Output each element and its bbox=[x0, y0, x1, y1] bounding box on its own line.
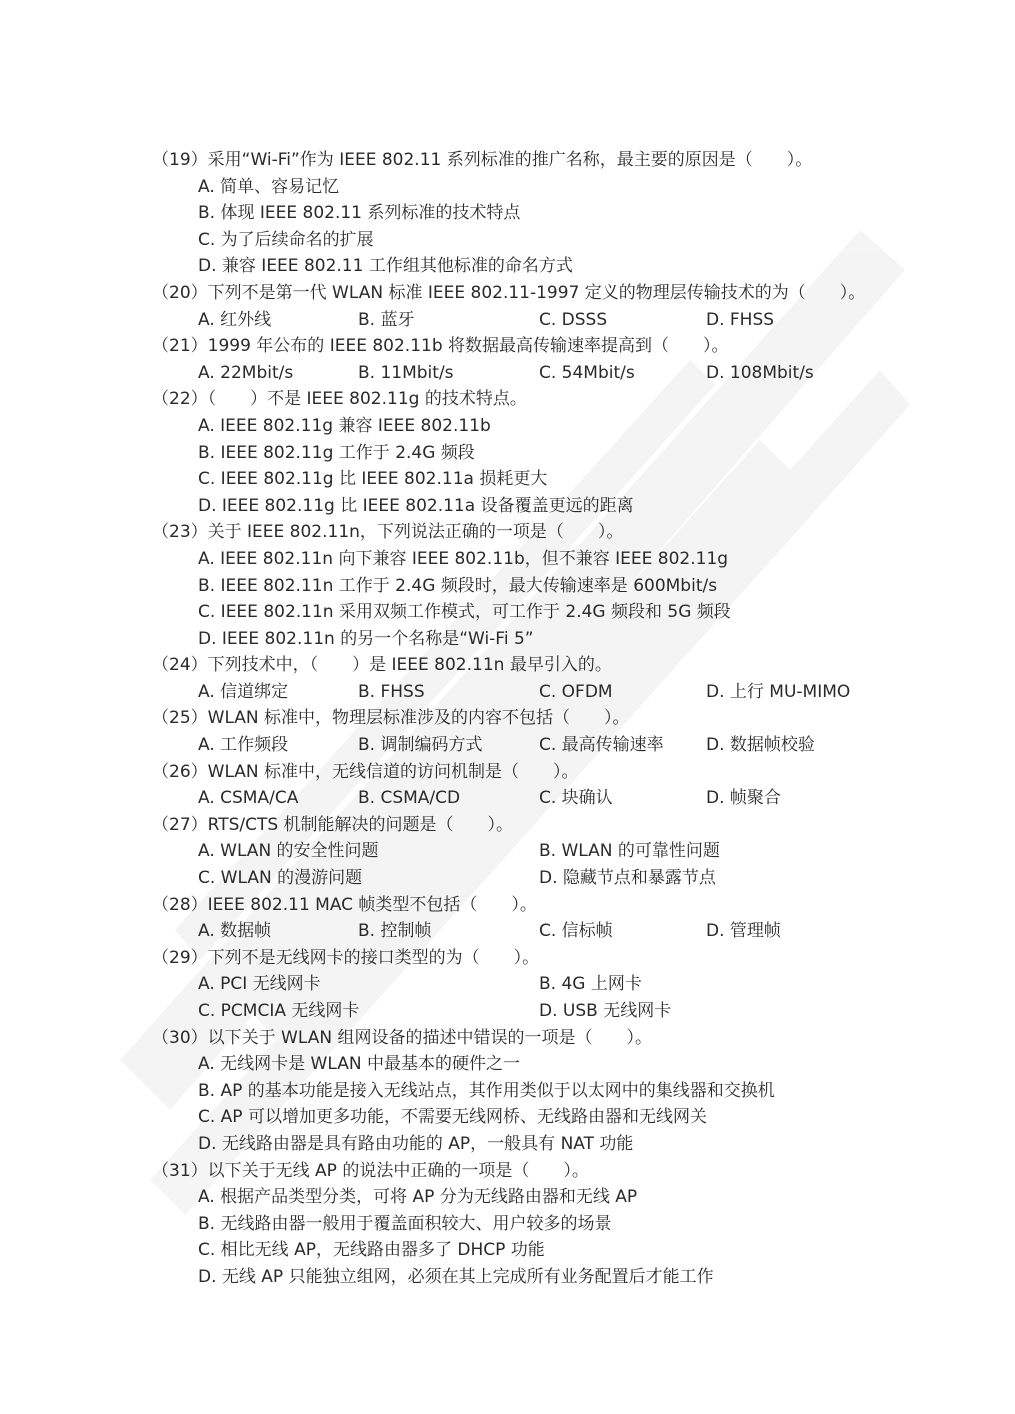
question-26-option-b: B. CSMA/CD bbox=[358, 788, 461, 809]
question-20-option-b: B. 蓝牙 bbox=[358, 309, 415, 330]
question-30-option-b: B. AP 的基本功能是接入无线站点，其作用类似于以太网中的集线器和交换机 bbox=[198, 1080, 775, 1101]
question-28-option-a: A. 数据帧 bbox=[198, 921, 272, 942]
question-26-stem: （26）WLAN 标准中，无线信道的访问机制是（ ）。 bbox=[152, 761, 579, 782]
question-20-option-a: A. 红外线 bbox=[198, 309, 272, 330]
question-29-stem: （29）下列不是无线网卡的接口类型的为（ ）。 bbox=[152, 947, 540, 968]
question-list bbox=[152, 147, 932, 1291]
question-23-option-a: A. IEEE 802.11n 向下兼容 IEEE 802.11b，但不兼容 IEEE 802.11g bbox=[198, 548, 729, 569]
question-30-option-a: A. 无线网卡是 WLAN 中最基本的硬件之一 bbox=[198, 1054, 520, 1075]
question-24-option-a: A. 信道绑定 bbox=[198, 681, 289, 702]
question-30-option-d: D. 无线路由器是具有路由功能的 AP，一般具有 NAT 功能 bbox=[198, 1133, 634, 1154]
question-24-option-b: B. FHSS bbox=[358, 681, 425, 702]
question-26-options bbox=[152, 785, 932, 812]
question-29-options-row2 bbox=[152, 998, 932, 1025]
question-19-option-d: D. 兼容 IEEE 802.11 工作组其他标准的命名方式 bbox=[198, 256, 573, 277]
question-20-option-d: D. FHSS bbox=[706, 309, 775, 330]
question-26-option-a: A. CSMA/CA bbox=[198, 788, 299, 809]
question-25-option-a: A. 工作频段 bbox=[198, 735, 289, 756]
question-24-option-c: C. OFDM bbox=[539, 681, 613, 702]
question-31-option-c: C. 相比无线 AP，无线路由器多了 DHCP 功能 bbox=[198, 1240, 545, 1261]
question-30-stem: （30）以下关于 WLAN 组网设备的描述中错误的一项是（ ）。 bbox=[152, 1027, 652, 1048]
question-22-option-c: C. IEEE 802.11g 比 IEEE 802.11a 损耗更大 bbox=[198, 469, 548, 490]
question-31-option-a: A. 根据产品类型分类，可将 AP 分为无线路由器和无线 AP bbox=[198, 1187, 638, 1208]
question-27-option-c: C. WLAN 的漫游问题 bbox=[198, 868, 363, 889]
question-27-option-d: D. 隐藏节点和暴露节点 bbox=[539, 868, 716, 889]
question-22-option-b: B. IEEE 802.11g 工作于 2.4G 频段 bbox=[198, 442, 475, 463]
question-25-options bbox=[152, 732, 932, 759]
question-27-options-row2 bbox=[152, 865, 932, 892]
question-19-option-b: B. 体现 IEEE 802.11 系列标准的技术特点 bbox=[198, 203, 521, 224]
question-23-option-c: C. IEEE 802.11n 采用双频工作模式，可工作于 2.4G 频段和 5G 频段 bbox=[198, 602, 731, 623]
question-22-stem: （22）（ ）不是 IEEE 802.11g 的技术特点。 bbox=[152, 389, 527, 410]
question-22-option-a: A. IEEE 802.11g 兼容 IEEE 802.11b bbox=[198, 415, 491, 436]
question-21-option-a: A. 22Mbit/s bbox=[198, 362, 294, 383]
question-29-option-b: B. 4G 上网卡 bbox=[539, 974, 642, 995]
question-19-option-c: C. 为了后续命名的扩展 bbox=[198, 229, 374, 250]
question-29-options-row1 bbox=[152, 971, 932, 998]
question-28-option-d: D. 管理帧 bbox=[706, 921, 781, 942]
question-31-option-b: B. 无线路由器一般用于覆盖面积较大、用户较多的场景 bbox=[198, 1213, 612, 1234]
question-26-option-d: D. 帧聚合 bbox=[706, 788, 781, 809]
question-27-option-b: B. WLAN 的可靠性问题 bbox=[539, 841, 720, 862]
question-23-option-d: D. IEEE 802.11n 的另一个名称是“Wi-Fi 5” bbox=[198, 628, 534, 649]
question-31-stem: （31）以下关于无线 AP 的说法中正确的一项是（ ）。 bbox=[152, 1160, 589, 1181]
question-21-stem: （21）1999 年公布的 IEEE 802.11b 将数据最高传输速率提高到（ ）。 bbox=[152, 336, 729, 357]
question-21-option-c: C. 54Mbit/s bbox=[539, 362, 635, 383]
question-21-option-d: D. 108Mbit/s bbox=[706, 362, 814, 383]
question-28-options bbox=[152, 918, 932, 945]
question-24-stem: （24）下列技术中，（ ）是 IEEE 802.11n 最早引入的。 bbox=[152, 655, 612, 676]
question-21-option-b: B. 11Mbit/s bbox=[358, 362, 454, 383]
question-28-option-c: C. 信标帧 bbox=[539, 921, 613, 942]
question-25-option-c: C. 最高传输速率 bbox=[539, 735, 664, 756]
question-23-stem: （23）关于 IEEE 802.11n，下列说法正确的一项是（ ）。 bbox=[152, 522, 624, 543]
question-20-stem: （20）下列不是第一代 WLAN 标准 IEEE 802.11-1997 定义的物理层传输技术的为（ ）。 bbox=[152, 282, 866, 303]
question-25-option-b: B. 调制编码方式 bbox=[358, 735, 483, 756]
question-25-option-d: D. 数据帧校验 bbox=[706, 735, 815, 756]
question-29-option-a: A. PCI 无线网卡 bbox=[198, 974, 321, 995]
question-23-option-b: B. IEEE 802.11n 工作于 2.4G 频段时，最大传输速率是 600Mbit/s bbox=[198, 575, 718, 596]
question-27-option-a: A. WLAN 的安全性问题 bbox=[198, 841, 379, 862]
question-25-stem: （25）WLAN 标准中，物理层标准涉及的内容不包括（ ）。 bbox=[152, 708, 630, 729]
question-24-options bbox=[152, 679, 932, 706]
question-31-option-d: D. 无线 AP 只能独立组网，必须在其上完成所有业务配置后才能工作 bbox=[198, 1266, 714, 1287]
question-19-stem: （19）采用“Wi-Fi”作为 IEEE 802.11 系列标准的推广名称，最主要的原因是（ ）。 bbox=[152, 150, 813, 170]
question-29-option-c: C. PCMCIA 无线网卡 bbox=[198, 1001, 360, 1021]
question-29-option-d: D. USB 无线网卡 bbox=[539, 1001, 672, 1021]
question-27-stem: （27）RTS/CTS 机制能解决的问题是（ ）。 bbox=[152, 814, 514, 835]
question-22-option-d: D. IEEE 802.11g 比 IEEE 802.11a 设备覆盖更远的距离 bbox=[198, 495, 634, 516]
question-19-option-a: A. 简单、容易记忆 bbox=[198, 176, 340, 197]
question-28-option-b: B. 控制帧 bbox=[358, 921, 432, 942]
question-30-option-c: C. AP 可以增加更多功能，不需要无线网桥、无线路由器和无线网关 bbox=[198, 1107, 707, 1128]
question-27-options-row1 bbox=[152, 838, 932, 865]
question-26-option-c: C. 块确认 bbox=[539, 788, 613, 809]
question-21-options bbox=[152, 360, 932, 387]
question-20-option-c: C. DSSS bbox=[539, 309, 608, 330]
question-24-option-d: D. 上行 MU-MIMO bbox=[706, 681, 851, 702]
question-20-options bbox=[152, 307, 932, 334]
question-28-stem: （28）IEEE 802.11 MAC 帧类型不包括（ ）。 bbox=[152, 894, 537, 915]
